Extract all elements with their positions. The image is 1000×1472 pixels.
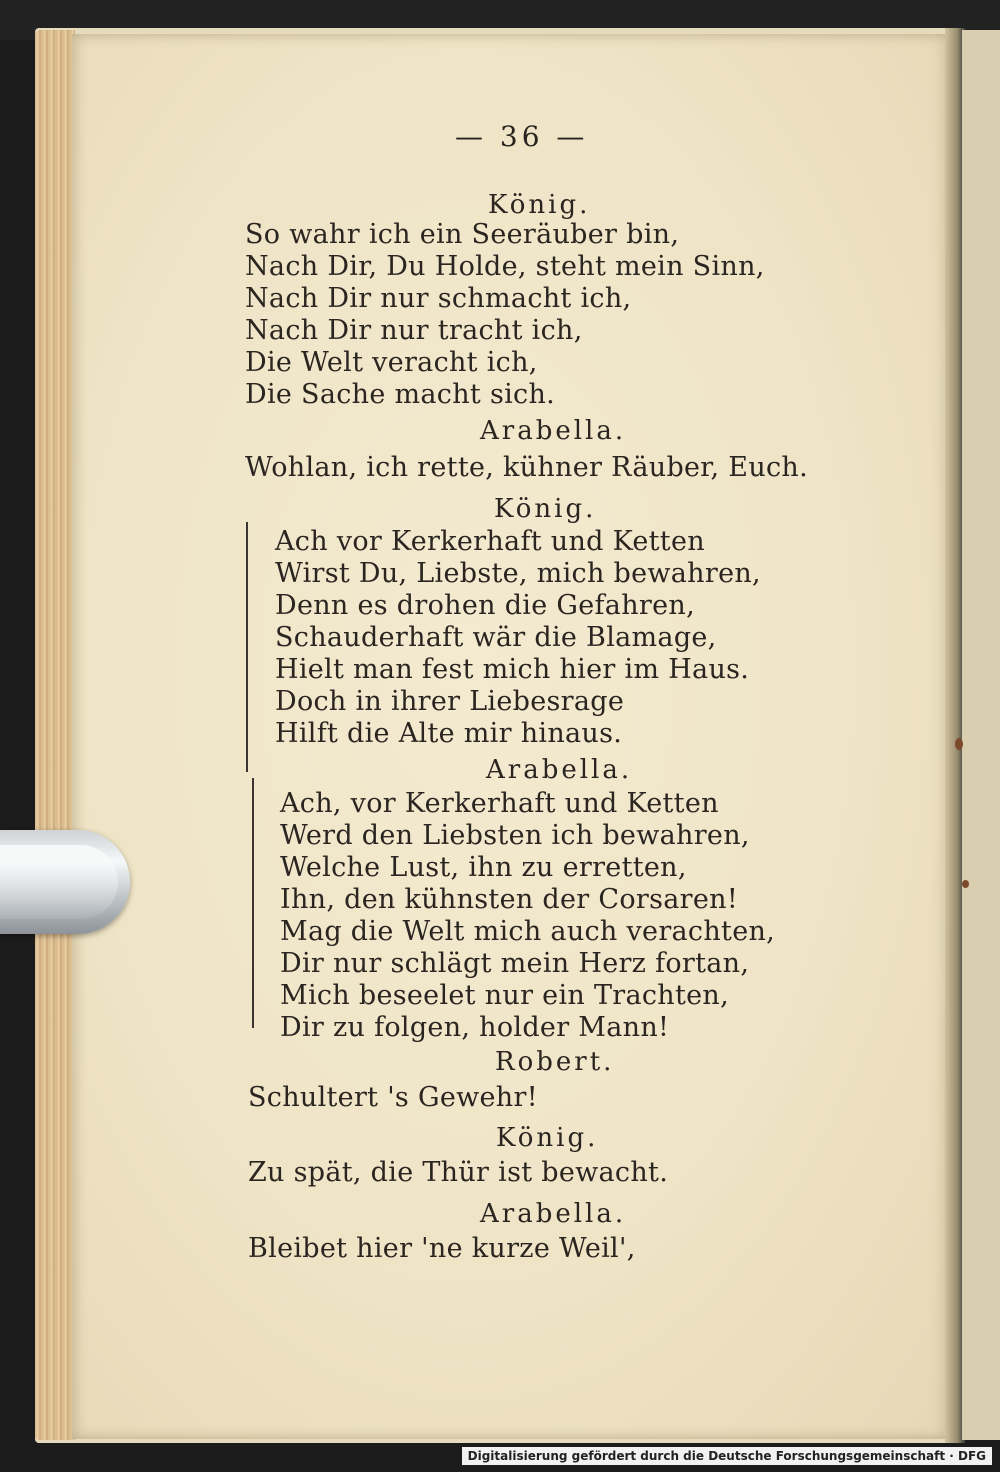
verse-line: Werd den Liebsten ich bewahren, bbox=[280, 820, 750, 851]
verse-line: Wohlan, ich rette, kühner Räuber, Euch. bbox=[245, 452, 808, 483]
funding-credit: Digitalisierung gefördert durch die Deutsche Forschungsgemeinschaft · DFG bbox=[462, 1447, 992, 1465]
speaker-name: Arabella. bbox=[480, 416, 627, 446]
verse-bracket bbox=[252, 778, 260, 1028]
verse-bracket bbox=[246, 522, 254, 772]
verse-line: Ach vor Kerkerhaft und Ketten bbox=[275, 526, 705, 557]
verse-line: Schultert 's Gewehr! bbox=[248, 1082, 538, 1113]
verse-line: Hielt man fest mich hier im Haus. bbox=[275, 654, 750, 685]
verse-line: Zu spät, die Thür ist bewacht. bbox=[248, 1157, 669, 1188]
speaker-name: Arabella. bbox=[480, 1199, 627, 1229]
verse-line: Die Sache macht sich. bbox=[245, 379, 556, 410]
footer-bar bbox=[0, 1444, 1000, 1472]
verse-line: Nach Dir nur tracht ich, bbox=[245, 315, 583, 346]
page-number: — 36 — bbox=[455, 120, 589, 153]
verse-line: Schauderhaft wär die Blamage, bbox=[275, 622, 717, 653]
verse-line: Welche Lust, ihn zu erretten, bbox=[280, 852, 687, 883]
speaker-name: König. bbox=[494, 494, 597, 524]
verse-line: Doch in ihrer Liebesrage bbox=[275, 686, 625, 717]
speaker-name: Robert. bbox=[495, 1047, 615, 1077]
speaker-name: König. bbox=[496, 1123, 599, 1153]
verse-line: Ihn, den kühnsten der Corsaren! bbox=[280, 884, 738, 915]
verse-line: Dir zu folgen, holder Mann! bbox=[280, 1012, 670, 1043]
verse-line: Ach, vor Kerkerhaft und Ketten bbox=[280, 788, 719, 819]
verse-line: Nach Dir, Du Holde, steht mein Sinn, bbox=[245, 251, 765, 282]
verse-line: Bleibet hier 'ne kurze Weil', bbox=[248, 1233, 636, 1264]
verse-line: Die Welt veracht ich, bbox=[245, 347, 538, 378]
page-clip-highlight bbox=[0, 845, 118, 919]
verse-line: Denn es drohen die Gefahren, bbox=[275, 590, 695, 621]
verse-line: Mich beseelet nur ein Trachten, bbox=[280, 980, 729, 1011]
verse-line: Wirst Du, Liebste, mich bewahren, bbox=[275, 558, 761, 589]
verse-line: So wahr ich ein Seeräuber bin, bbox=[245, 219, 680, 250]
verse-line: Hilft die Alte mir hinaus. bbox=[275, 718, 623, 749]
verse-line: Nach Dir nur schmacht ich, bbox=[245, 283, 632, 314]
verse-line: Mag die Welt mich auch verachten, bbox=[280, 916, 776, 947]
speaker-name: König. bbox=[488, 190, 591, 220]
speaker-name: Arabella. bbox=[486, 755, 633, 785]
verse-line: Dir nur schlägt mein Herz fortan, bbox=[280, 948, 750, 979]
